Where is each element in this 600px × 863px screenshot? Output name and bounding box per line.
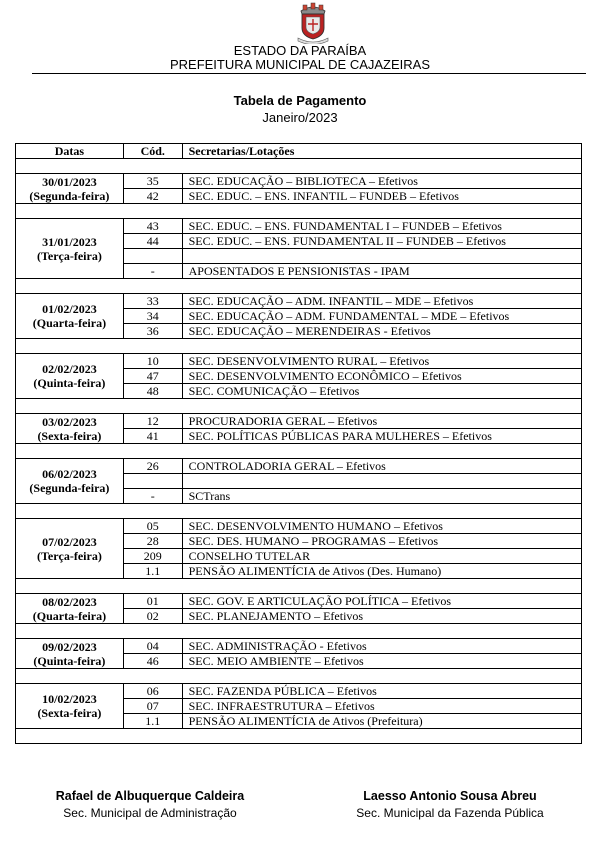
code-cell: 1.1 [123, 714, 182, 729]
payment-date: 03/02/2023 [42, 414, 97, 429]
payment-date: 02/02/2023 [42, 362, 97, 376]
document-title: Tabela de Pagamento [233, 93, 367, 108]
date-cell [16, 294, 124, 339]
department-cell: SEC. MEIO AMBIENTE – Efetivos [182, 654, 581, 669]
department-cell: SEC. FAZENDA PÚBLICA – Efetivos [182, 684, 581, 699]
payment-weekday: (Quinta-feira) [33, 376, 106, 390]
municipality-name: PREFEITURA MUNICIPAL DE CAJAZEIRAS [169, 57, 431, 72]
separator-cell [16, 204, 582, 219]
date-cell [16, 174, 124, 204]
payment-date: 31/01/2023 [42, 234, 97, 249]
group-separator-row [16, 444, 582, 459]
department-cell: SCTrans [182, 489, 581, 504]
group-separator-row [16, 159, 582, 174]
department-cell [182, 249, 581, 264]
date-cell [16, 219, 124, 279]
signer-role: Sec. Municipal de Administração [63, 806, 237, 820]
group-separator-row [16, 624, 582, 639]
code-cell: 01 [123, 594, 182, 609]
table-row [16, 639, 582, 654]
table-row [16, 459, 582, 474]
payment-weekday: (Sexta-feira) [37, 428, 102, 443]
department-cell: CONSELHO TUTELAR [182, 549, 581, 564]
code-cell: 46 [123, 654, 182, 669]
table-row [16, 219, 582, 234]
separator-cell [16, 279, 582, 294]
state-name: ESTADO DA PARAÍBA [233, 43, 367, 58]
payment-weekday: (Segunda-feira) [29, 188, 110, 203]
payment-weekday: (Segunda-feira) [29, 481, 110, 495]
table-row [16, 294, 582, 309]
code-cell: 10 [123, 354, 182, 369]
payment-weekday: (Terça-feira) [36, 248, 102, 263]
payment-weekday: (Terça-feira) [36, 548, 102, 563]
department-cell: PROCURADORIA GERAL – Efetivos [182, 414, 581, 429]
department-cell: SEC. DESENVOLVIMENTO RURAL – Efetivos [182, 354, 581, 369]
signature-right [330, 789, 570, 820]
table-row [16, 594, 582, 609]
code-cell: 05 [123, 519, 182, 534]
department-cell: PENSÃO ALIMENTÍCIA de Ativos (Prefeitura) [182, 714, 581, 729]
date-cell [16, 594, 124, 624]
separator-cell [16, 399, 582, 414]
header-divider [32, 73, 586, 74]
table-row [16, 519, 582, 534]
department-cell: SEC. DESENVOLVIMENTO ECONÔMICO – Efetivos [182, 369, 581, 384]
code-cell: 26 [123, 459, 182, 474]
separator-cell [16, 339, 582, 354]
code-cell: 28 [123, 534, 182, 549]
department-cell: SEC. ADMINISTRAÇÃO - Efetivos [182, 639, 581, 654]
code-cell: 36 [123, 324, 182, 339]
group-separator-row [16, 204, 582, 219]
column-header-department: Secretarias/Lotações [182, 144, 581, 159]
code-cell: 12 [123, 414, 182, 429]
department-cell: APOSENTADOS E PENSIONISTAS - IPAM [182, 264, 581, 279]
group-separator-row [16, 729, 582, 744]
code-cell: 34 [123, 309, 182, 324]
document-period: Janeiro/2023 [262, 110, 338, 125]
department-cell: SEC. INFRAESTRUTURA – Efetivos [182, 699, 581, 714]
separator-cell [16, 579, 582, 594]
department-cell: SEC. COMUNICAÇÃO – Efetivos [182, 384, 581, 399]
column-header-code: Cód. [123, 144, 182, 159]
payment-weekday: (Quarta-feira) [32, 316, 107, 330]
payment-date: 08/02/2023 [42, 594, 97, 609]
code-cell: 41 [123, 429, 182, 444]
separator-cell [16, 444, 582, 459]
department-cell: SEC. GOV. E ARTICULAÇÃO POLÍTICA – Efetivos [182, 594, 581, 609]
table-row [16, 174, 582, 189]
separator-cell [16, 669, 582, 684]
signer-name: Laesso Antonio Sousa Abreu [363, 789, 537, 803]
code-cell [123, 249, 182, 264]
code-cell: 06 [123, 684, 182, 699]
table-row [16, 684, 582, 699]
department-cell: CONTROLADORIA GERAL – Efetivos [182, 459, 581, 474]
payment-date: 06/02/2023 [42, 467, 97, 481]
group-separator-row [16, 339, 582, 354]
code-cell: 02 [123, 609, 182, 624]
department-cell: SEC. EDUC. – ENS. FUNDAMENTAL I – FUNDEB – Efetivos [182, 219, 581, 234]
payment-date: 30/01/2023 [42, 174, 97, 189]
date-cell [16, 414, 124, 444]
separator-cell [16, 729, 582, 744]
date-cell [16, 459, 124, 504]
department-cell: SEC. PLANEJAMENTO – Efetivos [182, 609, 581, 624]
group-separator-row [16, 279, 582, 294]
department-cell: SEC. EDUCAÇÃO – ADM. FUNDAMENTAL – MDE – Efetivos [182, 309, 581, 324]
department-cell: SEC. EDUCAÇÃO – BIBLIOTECA – Efetivos [182, 174, 581, 189]
code-cell: 48 [123, 384, 182, 399]
signer-role: Sec. Municipal da Fazenda Pública [356, 806, 544, 820]
payment-date: 01/02/2023 [42, 302, 97, 316]
date-cell [16, 639, 124, 669]
code-cell: 04 [123, 639, 182, 654]
group-separator-row [16, 669, 582, 684]
payment-weekday: (Sexta-feira) [37, 706, 102, 720]
separator-cell [16, 624, 582, 639]
department-cell: SEC. EDUC. – ENS. FUNDAMENTAL II – FUNDEB – Efetivos [182, 234, 581, 249]
payment-weekday: (Quarta-feira) [32, 608, 107, 623]
code-cell: 1.1 [123, 564, 182, 579]
payment-date: 09/02/2023 [42, 639, 97, 654]
code-cell: 47 [123, 369, 182, 384]
department-cell: SEC. DES. HUMANO – PROGRAMAS – Efetivos [182, 534, 581, 549]
group-separator-row [16, 399, 582, 414]
payment-weekday: (Quinta-feira) [33, 653, 106, 668]
code-cell: 07 [123, 699, 182, 714]
department-cell: SEC. POLÍTICAS PÚBLICAS PARA MULHERES – Efetivos [182, 429, 581, 444]
coat-of-arms-icon [294, 2, 332, 44]
department-cell: SEC. EDUCAÇÃO – MERENDEIRAS - Efetivos [182, 324, 581, 339]
date-cell [16, 684, 124, 729]
payment-table [15, 143, 582, 744]
code-cell [123, 474, 182, 489]
group-separator-row [16, 579, 582, 594]
code-cell: 44 [123, 234, 182, 249]
separator-cell [16, 504, 582, 519]
department-cell [182, 474, 581, 489]
separator-cell [16, 159, 582, 174]
signer-name: Rafael de Albuquerque Caldeira [55, 789, 245, 803]
department-cell: PENSÃO ALIMENTÍCIA de Ativos (Des. Humano) [182, 564, 581, 579]
payment-date: 10/02/2023 [42, 692, 97, 706]
department-cell: SEC. DESENVOLVIMENTO HUMANO – Efetivos [182, 519, 581, 534]
date-cell [16, 519, 124, 579]
table-header-row [16, 144, 582, 159]
code-cell: - [123, 489, 182, 504]
group-separator-row [16, 504, 582, 519]
table-row [16, 354, 582, 369]
department-cell: SEC. EDUC. – ENS. INFANTIL – FUNDEB – Efetivos [182, 189, 581, 204]
payment-date: 07/02/2023 [42, 534, 97, 549]
date-cell [16, 354, 124, 399]
table-body [16, 159, 582, 744]
department-cell: SEC. EDUCAÇÃO – ADM. INFANTIL – MDE – Efetivos [182, 294, 581, 309]
table-row [16, 414, 582, 429]
code-cell: - [123, 264, 182, 279]
code-cell: 43 [123, 219, 182, 234]
code-cell: 35 [123, 174, 182, 189]
code-cell: 42 [123, 189, 182, 204]
code-cell: 33 [123, 294, 182, 309]
signature-left [30, 789, 270, 820]
column-header-date: Datas [16, 144, 124, 159]
code-cell: 209 [123, 549, 182, 564]
